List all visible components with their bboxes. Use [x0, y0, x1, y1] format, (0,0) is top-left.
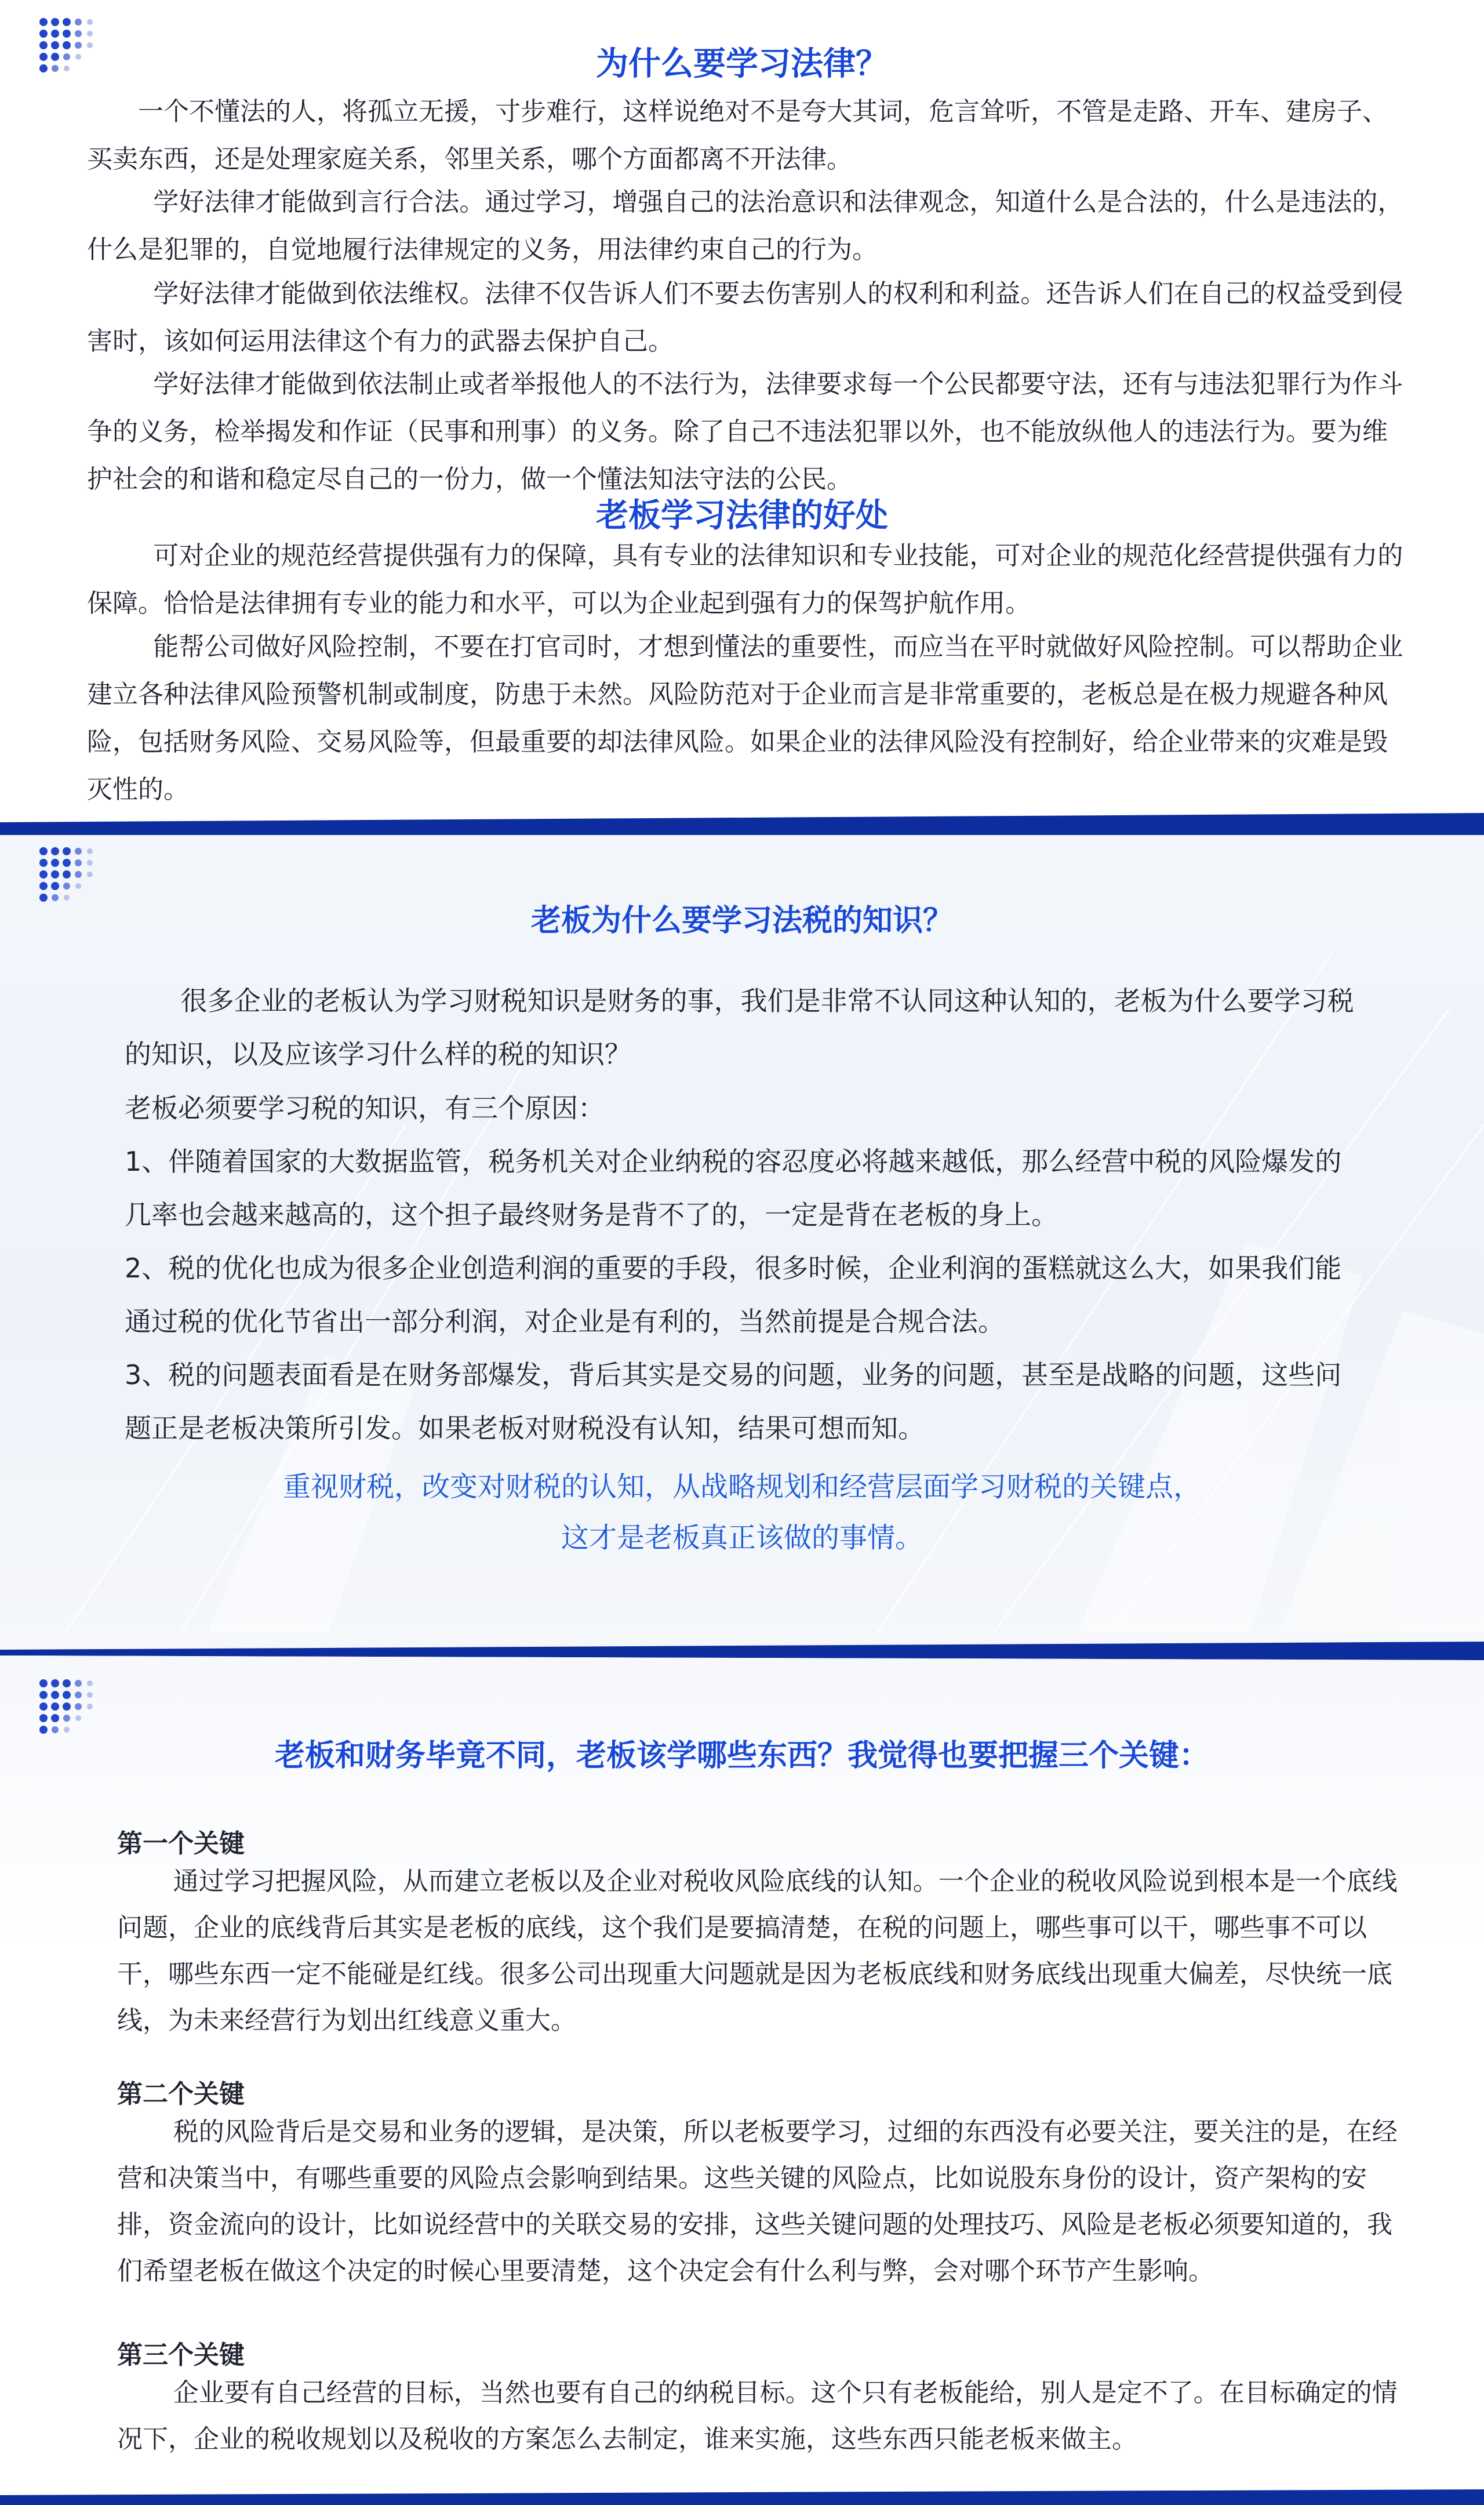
paragraph: 一个不懂法的人，将孤立无援，寸步难行，这样说绝对不是夸大其词，危言耸听，不管是走路、开车、建房子、买卖东西，还是处理家庭关系，邻里关系，哪个方面都离不开法律。: [87, 97, 1388, 174]
section-title: 老板为什么要学习法税的知识？: [530, 903, 953, 938]
paragraph: 学好法律才能做到依法制止或者举报他人的不法行为，法律要求每一个公民都要守法，还有与违法犯罪行为作斗争的义务，检举揭发和作证（民事和刑事）的义务。除了自己不违法犯罪以外，也不能放纵他人的违法行为。要为维护社会的和谐和稳定尽自己的一份力，做一个懂法知法守法的公民。: [87, 369, 1403, 494]
highlight-quote: [0, 1461, 1484, 1563]
quote-line: 重视财税，改变对财税的认知，从战略规划和经营层面学习财税的关键点，: [282, 1471, 1201, 1503]
paragraph: 企业要有自己经营的目标，当然也要有自己的纳税目标。这个只有老板能给，别人是定不了。在目标确定的情况下，企业的税收规划以及税收的方案怎么去制定，谁来实施，这些东西只能老板来做主。: [117, 2378, 1398, 2454]
section-title: 老板和财务毕竟不同，老板该学哪些东西？我觉得也要把握三个关键：: [274, 1738, 1209, 1773]
quote-line: 这才是老板真正该做的事情。: [561, 1522, 923, 1554]
paragraph: 税的风险背后是交易和业务的逻辑，是决策，所以老板要学习，过细的东西没有必要关注，要关注的是，在经营和决策当中，有哪些重要的风险点会影响到结果。这些关键的风险点，比如说股东身份的设计，资产架构的安排，资金流向的设计，比如说经营中的关联交易的安排，这些关键问题的处理技巧、风险是老板必须要知道的，我们希望老板在做这个决定的时候心里要清楚，这个决定会有什么利与弊，会对哪个环节产生影响。: [117, 2117, 1398, 2286]
section-subtitle: 老板学习法律的好处: [596, 497, 888, 535]
section-divider-band: [0, 1632, 1484, 1667]
paragraph: 很多企业的老板认为学习财税知识是财务的事，我们是非常不认同这种认知的，老板为什么要学习税的知识，以及应该学习什么样的税的知识？: [125, 985, 1354, 1070]
key-heading: 第三个关键: [117, 2340, 245, 2370]
section-divider-band: [0, 2479, 1484, 2505]
paragraph: 可对企业的规范经营提供强有力的保障，具有专业的法律知识和专业技能，可对企业的规范化经营提供强有力的保障。恰恰是法律拥有专业的能力和水平，可以为企业起到强有力的保驾护航作用。: [87, 541, 1403, 618]
key-heading: 第二个关键: [117, 2079, 245, 2109]
paragraph: 学好法律才能做到言行合法。通过学习，增强自己的法治意识和法律观念，知道什么是合法的，什么是违法的，什么是犯罪的，自觉地履行法律规定的义务，用法律约束自己的行为。: [87, 187, 1403, 264]
paragraph: 学好法律才能做到依法维权。法律不仅告诉人们不要去伤害别人的权利和利益。还告诉人们在自己的权益受到侵害时，该如何运用法律这个有力的武器去保护自己。: [87, 279, 1403, 356]
list-item: 1、伴随着国家的大数据监管，税务机关对企业纳税的容忍度必将越来越低，那么经营中税的风险爆发的几率也会越来越高的，这个担子最终财务是背不了的，一定是背在老板的身上。: [125, 1146, 1342, 1230]
section-why-learn-law: [0, 0, 1484, 815]
key-heading: 第一个关键: [117, 1829, 245, 1858]
paragraph: 老板必须要学习税的知识，有三个原因：: [125, 1092, 605, 1124]
paragraph: 通过学习把握风险，从而建立老板以及企业对税收风险底线的认知。一个企业的税收风险说到根本是一个底线问题，企业的底线背后其实是老板的底线，这个我们是要搞清楚，在税的问题上，哪些事可以干，哪些事不可以干，哪些东西一定不能碰是红线。很多公司出现重大问题就是因为老板底线和财务底线出现重大偏差，尽快统一底线，为未来经营行为划出红线意义重大。: [117, 1867, 1398, 2035]
list-item: 2、税的优化也成为很多企业创造利润的重要的手段，很多时候，企业利润的蛋糕就这么大，如果我们能通过税的优化节省出一部分利润，对企业是有利的，当然前提是合规合法。: [125, 1252, 1342, 1337]
section-why-learn-tax: [0, 835, 1484, 1644]
paragraph: 能帮公司做好风险控制，不要在打官司时，才想到懂法的重要性，而应当在平时就做好风险控制。可以帮助企业建立各种法律风险预警机制或制度，防患于未然。风险防范对于企业而言是非常重要的，老板总是在极力规避各种风险，包括财务风险、交易风险等，但最重要的却法律风险。如果企业的法律风险没有控制好，给企业带来的灾难是毁灭性的。: [87, 632, 1403, 804]
list-item: 3、税的问题表面看是在财务部爆发，背后其实是交易的问题，业务的问题，甚至是战略的问题，这些问题正是老板决策所引发。如果老板对财税没有认知，结果可想而知。: [125, 1359, 1342, 1444]
section-what-to-learn: [0, 1667, 1484, 2479]
section-title: 为什么要学习法律？: [596, 45, 888, 83]
